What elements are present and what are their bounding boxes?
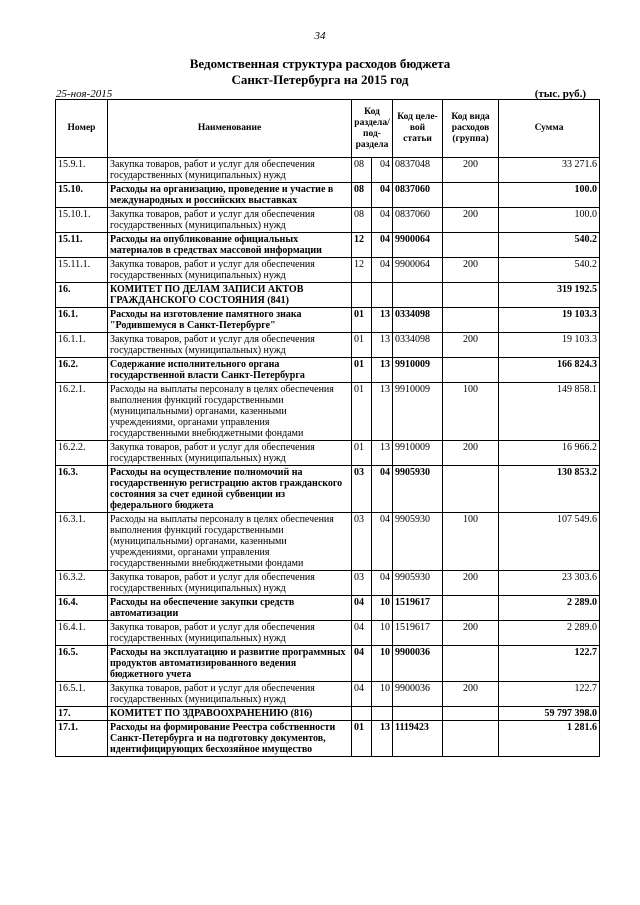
row-subsection-code: 04: [372, 183, 393, 208]
row-article-code: 9900036: [393, 646, 443, 682]
row-expense-type: 200: [443, 621, 499, 646]
row-expense-type: [443, 308, 499, 333]
row-expense-type: 200: [443, 441, 499, 466]
row-subsection-code: 13: [372, 333, 393, 358]
row-article-code: 9905930: [393, 466, 443, 513]
row-expense-type: 200: [443, 571, 499, 596]
row-section-code: 01: [352, 383, 372, 441]
row-name: Расходы на изготовление памятного знака "Родившемуся в Санкт-Петербурге": [108, 308, 352, 333]
row-subsection-code: 13: [372, 721, 393, 757]
row-expense-type: [443, 721, 499, 757]
row-sum: 540.2: [499, 233, 600, 258]
row-section-code: 01: [352, 441, 372, 466]
row-expense-type: 200: [443, 258, 499, 283]
table-row: [56, 208, 600, 233]
row-subsection-code: 04: [372, 233, 393, 258]
header-article: Код целе-вой статьи: [393, 100, 443, 158]
row-sum: 540.2: [499, 258, 600, 283]
row-sum: 166 824.3: [499, 358, 600, 383]
row-article-code: 9900064: [393, 258, 443, 283]
row-number: 16.5.1.: [56, 682, 108, 707]
row-section-code: 01: [352, 333, 372, 358]
row-number: 16.4.: [56, 596, 108, 621]
row-name: Расходы на опубликование официальных материалов в средствах массовой информации: [108, 233, 352, 258]
row-name: КОМИТЕТ ПО ЗДРАВООХРАНЕНИЮ (816): [108, 707, 352, 721]
row-section-code: 04: [352, 682, 372, 707]
table-row: [56, 721, 600, 757]
table-row: [56, 233, 600, 258]
row-number: 16.5.: [56, 646, 108, 682]
row-section-code: 12: [352, 233, 372, 258]
row-article-code: 0837060: [393, 208, 443, 233]
table-header-row: [56, 100, 600, 158]
table-row: [56, 158, 600, 183]
row-expense-type: 100: [443, 513, 499, 571]
row-article-code: 9900064: [393, 233, 443, 258]
row-article-code: 9905930: [393, 513, 443, 571]
row-subsection-code: 04: [372, 258, 393, 283]
table-row: [56, 283, 600, 308]
row-name: Расходы на организацию, проведение и участие в международных и российских выставках: [108, 183, 352, 208]
table-row: [56, 258, 600, 283]
table-row: [56, 646, 600, 682]
row-name: Закупка товаров, работ и услуг для обеспечения государственных (муниципальных) нужд: [108, 158, 352, 183]
row-subsection-code: 10: [372, 621, 393, 646]
row-expense-type: [443, 283, 499, 308]
row-subsection-code: [372, 283, 393, 308]
row-subsection-code: 13: [372, 308, 393, 333]
row-article-code: 1119423: [393, 721, 443, 757]
row-section-code: 01: [352, 308, 372, 333]
row-section-code: 01: [352, 721, 372, 757]
row-sum: 130 853.2: [499, 466, 600, 513]
row-section-code: 04: [352, 646, 372, 682]
row-name: Закупка товаров, работ и услуг для обеспечения государственных (муниципальных) нужд: [108, 621, 352, 646]
table-row: [56, 383, 600, 441]
row-name: Расходы на формирование Реестра собственности Санкт-Петербурга и на подготовку документов, идентифицирующих бесхозяйное имущество: [108, 721, 352, 757]
row-article-code: 1519617: [393, 596, 443, 621]
row-article-code: [393, 283, 443, 308]
row-section-code: 01: [352, 358, 372, 383]
row-expense-type: 200: [443, 333, 499, 358]
units-label: (тыс. руб.): [534, 88, 586, 100]
row-number: 15.10.1.: [56, 208, 108, 233]
row-expense-type: [443, 596, 499, 621]
row-article-code: 9910009: [393, 441, 443, 466]
row-article-code: 9910009: [393, 383, 443, 441]
row-subsection-code: 04: [372, 571, 393, 596]
row-sum: 107 549.6: [499, 513, 600, 571]
row-sum: 33 271.6: [499, 158, 600, 183]
row-expense-type: 200: [443, 158, 499, 183]
row-number: 17.: [56, 707, 108, 721]
row-name: Содержание исполнительного органа государственной власти Санкт-Петербурга: [108, 358, 352, 383]
row-sum: 1 281.6: [499, 721, 600, 757]
row-sum: 122.7: [499, 682, 600, 707]
page-title: [0, 56, 640, 88]
row-subsection-code: 10: [372, 646, 393, 682]
table-row: [56, 308, 600, 333]
row-section-code: 03: [352, 466, 372, 513]
row-name: Закупка товаров, работ и услуг для обеспечения государственных (муниципальных) нужд: [108, 333, 352, 358]
row-name: Закупка товаров, работ и услуг для обеспечения государственных (муниципальных) нужд: [108, 208, 352, 233]
row-subsection-code: 10: [372, 682, 393, 707]
row-article-code: [393, 707, 443, 721]
row-expense-type: [443, 183, 499, 208]
row-expense-type: [443, 646, 499, 682]
table-row: [56, 707, 600, 721]
row-name: КОМИТЕТ ПО ДЕЛАМ ЗАПИСИ АКТОВ ГРАЖДАНСКОГО СОСТОЯНИЯ (841): [108, 283, 352, 308]
row-number: 15.9.1.: [56, 158, 108, 183]
row-sum: 122.7: [499, 646, 600, 682]
row-sum: 59 797 398.0: [499, 707, 600, 721]
row-name: Закупка товаров, работ и услуг для обеспечения государственных (муниципальных) нужд: [108, 441, 352, 466]
row-section-code: 03: [352, 513, 372, 571]
table-row: [56, 183, 600, 208]
row-article-code: 0334098: [393, 333, 443, 358]
row-number: 16.1.1.: [56, 333, 108, 358]
row-sum: 100.0: [499, 183, 600, 208]
row-number: 17.1.: [56, 721, 108, 757]
row-sum: 2 289.0: [499, 596, 600, 621]
row-article-code: 0837060: [393, 183, 443, 208]
row-number: 16.4.1.: [56, 621, 108, 646]
row-section-code: [352, 707, 372, 721]
row-sum: 149 858.1: [499, 383, 600, 441]
row-article-code: 9910009: [393, 358, 443, 383]
row-section-code: 08: [352, 158, 372, 183]
table-row: [56, 682, 600, 707]
row-number: 16.2.: [56, 358, 108, 383]
row-article-code: 0334098: [393, 308, 443, 333]
row-subsection-code: 04: [372, 466, 393, 513]
row-subsection-code: 10: [372, 596, 393, 621]
row-expense-type: 200: [443, 208, 499, 233]
table-row: [56, 513, 600, 571]
row-sum: 2 289.0: [499, 621, 600, 646]
row-subsection-code: 13: [372, 358, 393, 383]
row-section-code: 08: [352, 208, 372, 233]
title-line-1: Ведомственная структура расходов бюджета: [189, 56, 451, 71]
row-expense-type: [443, 466, 499, 513]
row-name: Закупка товаров, работ и услуг для обеспечения государственных (муниципальных) нужд: [108, 258, 352, 283]
row-subsection-code: 13: [372, 441, 393, 466]
row-section-code: 04: [352, 596, 372, 621]
table-row: [56, 333, 600, 358]
row-name: Расходы на эксплуатацию и развитие программных продуктов автоматизированного ведения бюджетного учета: [108, 646, 352, 682]
row-number: 15.11.: [56, 233, 108, 258]
row-subsection-code: 04: [372, 513, 393, 571]
row-number: 16.: [56, 283, 108, 308]
row-subsection-code: 13: [372, 383, 393, 441]
row-article-code: 9905930: [393, 571, 443, 596]
row-number: 16.2.2.: [56, 441, 108, 466]
row-number: 16.3.2.: [56, 571, 108, 596]
row-name: Расходы на обеспечение закупки средств автоматизации: [108, 596, 352, 621]
row-section-code: 04: [352, 621, 372, 646]
row-subsection-code: 04: [372, 158, 393, 183]
row-section-code: [352, 283, 372, 308]
header-sum: Сумма: [499, 100, 600, 158]
header-number: Номер: [56, 100, 108, 158]
table-row: [56, 596, 600, 621]
row-sum: 100.0: [499, 208, 600, 233]
row-article-code: 9900036: [393, 682, 443, 707]
row-name: Закупка товаров, работ и услуг для обеспечения государственных (муниципальных) нужд: [108, 571, 352, 596]
row-subsection-code: 04: [372, 208, 393, 233]
row-number: 16.2.1.: [56, 383, 108, 441]
row-sum: 19 103.3: [499, 308, 600, 333]
page-number: 34: [314, 30, 326, 42]
row-section-code: 03: [352, 571, 372, 596]
budget-table: [55, 99, 600, 757]
row-name: Расходы на выплаты персоналу в целях обеспечения выполнения функций государственными (муниципальными) органами, казенными учреждениями, органами управления государственными внебюджетными фондами: [108, 383, 352, 441]
row-sum: 319 192.5: [499, 283, 600, 308]
header-expense-type: Код вида расходов (группа): [443, 100, 499, 158]
title-line-2: Санкт-Петербурга на 2015 год: [231, 72, 409, 87]
report-date: 25-ноя-2015: [56, 88, 113, 100]
row-number: 16.3.: [56, 466, 108, 513]
row-name: Расходы на осуществление полномочий на государственную регистрацию актов гражданского состояния за счет единой субвенции из федерального бюджета: [108, 466, 352, 513]
table-row: [56, 466, 600, 513]
table-body: [56, 158, 600, 757]
row-expense-type: 200: [443, 682, 499, 707]
row-name: Расходы на выплаты персоналу в целях обеспечения выполнения функций государственными (муниципальными) органами, казенными учреждениями, органами управления государственными внебюджетными фондами: [108, 513, 352, 571]
row-expense-type: [443, 358, 499, 383]
row-expense-type: 100: [443, 383, 499, 441]
table-row: [56, 621, 600, 646]
row-number: 15.11.1.: [56, 258, 108, 283]
table-row: [56, 358, 600, 383]
row-subsection-code: [372, 707, 393, 721]
row-sum: 16 966.2: [499, 441, 600, 466]
table-row: [56, 441, 600, 466]
row-sum: 19 103.3: [499, 333, 600, 358]
row-number: 15.10.: [56, 183, 108, 208]
table-row: [56, 571, 600, 596]
row-expense-type: [443, 233, 499, 258]
header-section: Код раздела/ под-раздела: [352, 100, 393, 158]
row-article-code: 0837048: [393, 158, 443, 183]
row-section-code: 12: [352, 258, 372, 283]
row-article-code: 1519617: [393, 621, 443, 646]
row-number: 16.3.1.: [56, 513, 108, 571]
row-number: 16.1.: [56, 308, 108, 333]
row-section-code: 08: [352, 183, 372, 208]
header-name: Наименование: [108, 100, 352, 158]
row-name: Закупка товаров, работ и услуг для обеспечения государственных (муниципальных) нужд: [108, 682, 352, 707]
row-expense-type: [443, 707, 499, 721]
row-sum: 23 303.6: [499, 571, 600, 596]
